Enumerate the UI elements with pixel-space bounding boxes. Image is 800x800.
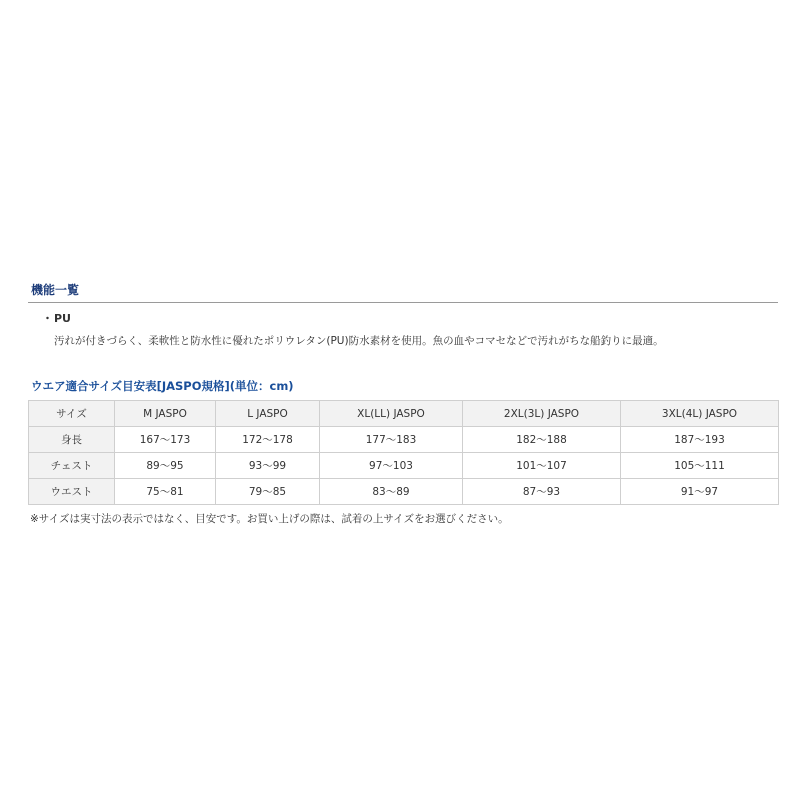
column-header: サイズ — [29, 401, 115, 427]
table-cell: 97〜103 — [320, 453, 463, 479]
features-divider — [28, 302, 778, 303]
row-header-waist: ウエスト — [29, 479, 115, 505]
table-cell: 182〜188 — [463, 427, 621, 453]
feature-description: 汚れが付きづらく、柔軟性と防水性に優れたポリウレタン(PU)防水素材を使用。魚の血やコマセなどで汚れがちな船釣りに最適。 — [54, 335, 664, 347]
table-cell: 101〜107 — [463, 453, 621, 479]
row-header-chest: チェスト — [29, 453, 115, 479]
table-cell: 93〜99 — [216, 453, 320, 479]
column-header: 2XL(3L) JASPO — [463, 401, 621, 427]
column-header: XL(LL) JASPO — [320, 401, 463, 427]
table-row — [29, 453, 779, 479]
table-row — [29, 479, 779, 505]
column-header: 3XL(4L) JASPO — [621, 401, 779, 427]
table-header-row — [29, 401, 779, 427]
table-cell: 89〜95 — [115, 453, 216, 479]
table-cell: 167〜173 — [115, 427, 216, 453]
size-chart-table — [28, 400, 779, 505]
features-heading: 機能一覧 — [31, 283, 80, 297]
feature-title — [42, 312, 772, 326]
row-header-height: 身長 — [29, 427, 115, 453]
feature-title-text: PU — [54, 312, 71, 325]
table-cell: 105〜111 — [621, 453, 779, 479]
column-header: L JASPO — [216, 401, 320, 427]
bullet-icon: ・ — [42, 312, 53, 325]
column-header: M JASPO — [115, 401, 216, 427]
table-cell: 177〜183 — [320, 427, 463, 453]
table-cell: 187〜193 — [621, 427, 779, 453]
table-cell: 79〜85 — [216, 479, 320, 505]
size-note: ※サイズは実寸法の表示ではなく、目安です。お買い上げの際は、試着の上サイズをお選びください。 — [30, 513, 509, 525]
table-cell: 75〜81 — [115, 479, 216, 505]
table-cell: 83〜89 — [320, 479, 463, 505]
table-row — [29, 427, 779, 453]
table-cell: 91〜97 — [621, 479, 779, 505]
feature-item — [42, 312, 772, 348]
table-cell: 172〜178 — [216, 427, 320, 453]
size-chart-heading: ウエア適合サイズ目安表[JASPO規格](単位：cm) — [31, 379, 294, 393]
table-cell: 87〜93 — [463, 479, 621, 505]
